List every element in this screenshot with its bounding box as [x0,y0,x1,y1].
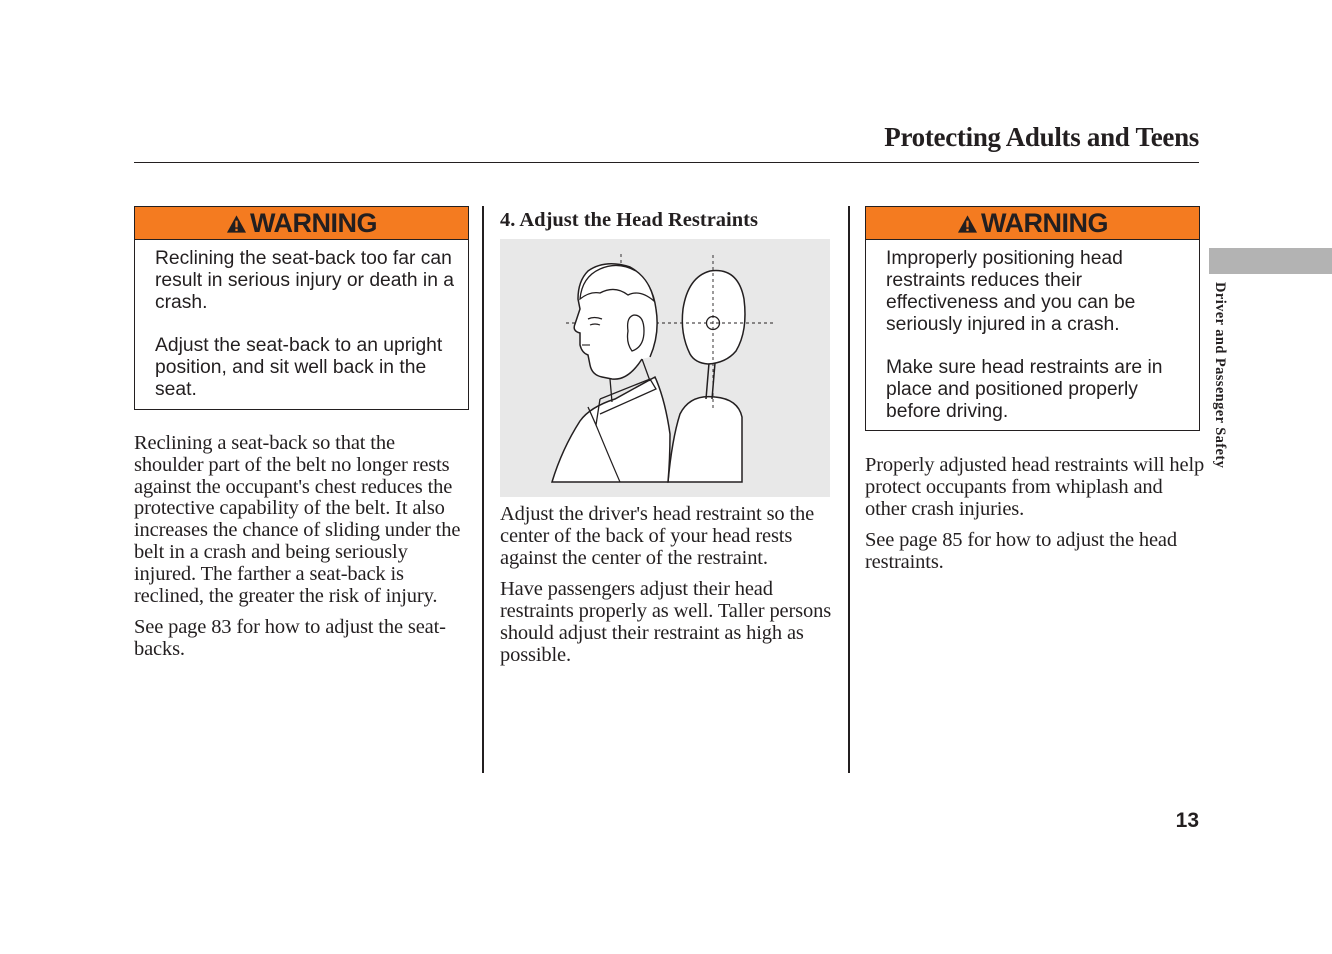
warning-triangle-icon [957,214,978,234]
step-heading: 4. Adjust the Head Restraints [500,209,758,231]
paragraph: Have passengers adjust their head restraints properly as well. Taller persons should adjust their restraint as high as possible. [500,578,832,666]
column-divider-left [482,206,484,773]
warning-text: Improperly positioning head restraints reduces their effectiveness and you can be seriously injured in a crash. [886,248,1136,335]
column-divider-right [848,206,850,773]
seat-back-explanation [134,433,466,671]
paragraph: Reclining a seat-back so that the shoulder part of the belt no longer rests against the occupant's chest reduces the protective capability of the belt. It also increases the chance of sliding under the belt in a crash and being seriously injured. The farther a seat-back is reclined, the greater the risk of injury. [134,432,461,607]
head-restraint-figure [500,239,830,497]
page-title: Protecting Adults and Teens [884,122,1199,152]
seat-back-warning-box [134,206,469,410]
warning-triangle-icon [226,214,247,234]
paragraph: Properly adjusted head restraints will help protect occupants from whiplash and other crash injuries. [865,454,1205,520]
warning-label: WARNING [981,207,1108,238]
section-tab [1209,248,1332,274]
head-restraint-warning-box [865,206,1200,431]
warning-text: Adjust the seat-back to an upright position, and sit well back in the seat. [155,335,443,400]
whiplash-explanation [865,455,1205,584]
warning-header [135,207,468,240]
warning-text: Reclining the seat-back too far can result in serious injury or death in a crash. [155,248,455,313]
warning-header [866,207,1199,240]
warning-body [866,240,1199,423]
warning-text: Make sure head restraints are in place and positioned properly before driving. [886,357,1163,422]
head-restraint-explanation [500,504,835,677]
head-restraint-illustration [500,239,830,497]
paragraph: Adjust the driver's head restraint so the center of the back of your head rests against the center of the restraint. [500,503,815,569]
page-number: 13 [1175,809,1199,832]
section-label: Driver and Passenger Safety [1212,282,1228,469]
paragraph: See page 85 for how to adjust the head restraints. [865,529,1177,574]
seat-back-outline [668,397,742,482]
warning-label: WARNING [250,207,377,238]
paragraph: See page 83 for how to adjust the seat-backs. [134,616,446,661]
warning-body [135,240,468,401]
title-rule [134,162,1199,163]
head-restraint-outline [682,271,745,364]
